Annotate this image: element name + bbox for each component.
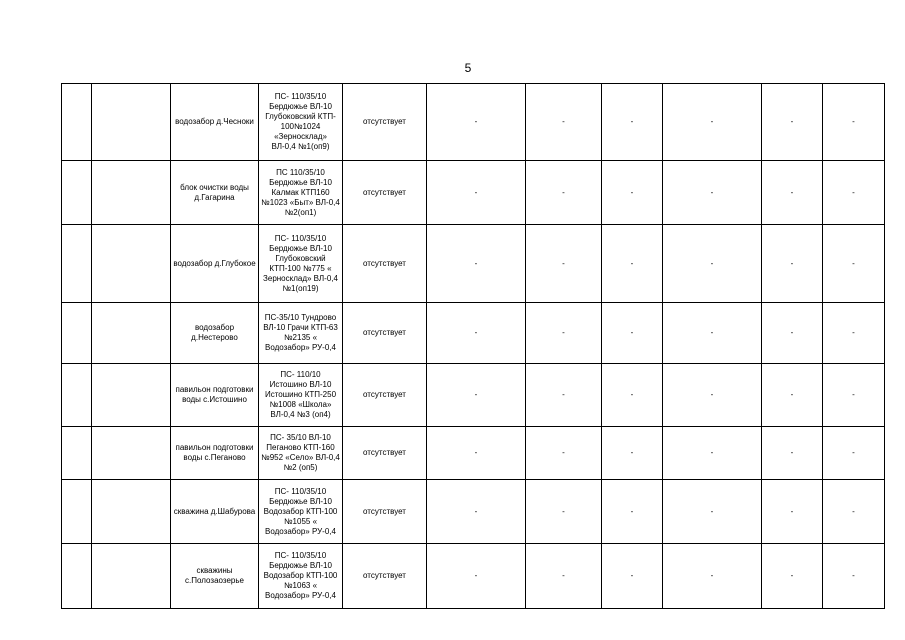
empty-value-cell: - (762, 427, 823, 480)
empty-value-cell: - (526, 427, 602, 480)
empty-value-cell: - (663, 303, 762, 364)
object-name-cell: павильон подготовки воды с.Истошино (171, 364, 259, 427)
empty-value-cell: - (427, 364, 526, 427)
empty-value-cell: - (602, 480, 663, 544)
empty-value-cell: - (526, 161, 602, 225)
empty-value-cell: - (427, 225, 526, 303)
empty-value-cell: - (823, 225, 885, 303)
empty-value-cell: - (602, 225, 663, 303)
power-source-cell: ПС- 110/10 Истошино ВЛ-10 Истошино КТП-250 №1008 «Школа» ВЛ-0,4 №3 (оп4) (259, 364, 343, 427)
row-group-cell (92, 303, 171, 364)
row-group-cell (92, 427, 171, 480)
table-row (62, 427, 885, 480)
row-index-cell (62, 544, 92, 609)
row-index-cell (62, 303, 92, 364)
empty-value-cell: - (602, 427, 663, 480)
empty-value-cell: - (526, 364, 602, 427)
empty-value-cell: - (427, 303, 526, 364)
object-name-cell: скважины с.Полозаозерье (171, 544, 259, 609)
row-group-cell (92, 480, 171, 544)
empty-value-cell: - (823, 364, 885, 427)
empty-value-cell: - (427, 544, 526, 609)
empty-value-cell: - (526, 480, 602, 544)
empty-value-cell: - (427, 427, 526, 480)
empty-value-cell: - (526, 303, 602, 364)
row-group-cell (92, 364, 171, 427)
object-name-cell: блок очистки воды д.Гагарина (171, 161, 259, 225)
empty-value-cell: - (762, 161, 823, 225)
empty-value-cell: - (823, 161, 885, 225)
row-group-cell (92, 225, 171, 303)
power-source-cell: ПС- 110/35/10 Бердюжье ВЛ-10 Водозабор КТП-100 №1063 « Водозабор» РУ-0,4 (259, 544, 343, 609)
empty-value-cell: - (526, 544, 602, 609)
status-cell: отсутствует (343, 427, 427, 480)
row-index-cell (62, 225, 92, 303)
power-supply-table (61, 83, 885, 609)
empty-value-cell: - (823, 427, 885, 480)
power-source-cell: ПС-35/10 Тундрово ВЛ-10 Грачи КТП-63 №2135 « Водозабор» РУ-0,4 (259, 303, 343, 364)
empty-value-cell: - (427, 161, 526, 225)
empty-value-cell: - (526, 225, 602, 303)
empty-value-cell: - (602, 303, 663, 364)
object-name-cell: скважина д.Шабурова (171, 480, 259, 544)
row-index-cell (62, 364, 92, 427)
page-number: 5 (464, 61, 472, 75)
row-group-cell (92, 161, 171, 225)
empty-value-cell: - (602, 544, 663, 609)
object-name-cell: павильон подготовки воды с.Пеганово (171, 427, 259, 480)
empty-value-cell: - (823, 84, 885, 161)
empty-value-cell: - (602, 161, 663, 225)
power-source-cell: ПС 110/35/10 Бердюжье ВЛ-10 Калмак КТП160 №1023 «Быт» ВЛ-0,4 №2(оп1) (259, 161, 343, 225)
empty-value-cell: - (823, 544, 885, 609)
row-index-cell (62, 84, 92, 161)
empty-value-cell: - (663, 480, 762, 544)
empty-value-cell: - (663, 161, 762, 225)
empty-value-cell: - (663, 225, 762, 303)
empty-value-cell: - (762, 84, 823, 161)
empty-value-cell: - (602, 84, 663, 161)
empty-value-cell: - (663, 84, 762, 161)
table-row (62, 364, 885, 427)
empty-value-cell: - (526, 84, 602, 161)
object-name-cell: водозабор д.Чесноки (171, 84, 259, 161)
empty-value-cell: - (762, 303, 823, 364)
empty-value-cell: - (427, 480, 526, 544)
empty-value-cell: - (663, 364, 762, 427)
table-row (62, 303, 885, 364)
row-group-cell (92, 544, 171, 609)
empty-value-cell: - (823, 303, 885, 364)
power-source-cell: ПС- 110/35/10 Бердюжье ВЛ-10 Глубоковский КТП- 100№1024 «Зерносклад» ВЛ-0,4 №1(оп9) (259, 84, 343, 161)
empty-value-cell: - (663, 427, 762, 480)
table-row (62, 161, 885, 225)
status-cell: отсутствует (343, 364, 427, 427)
object-name-cell: водозабор д.Нестерово (171, 303, 259, 364)
table-row (62, 225, 885, 303)
row-index-cell (62, 427, 92, 480)
empty-value-cell: - (602, 364, 663, 427)
object-name-cell: водозабор д.Глубокое (171, 225, 259, 303)
empty-value-cell: - (762, 225, 823, 303)
status-cell: отсутствует (343, 84, 427, 161)
empty-value-cell: - (427, 84, 526, 161)
status-cell: отсутствует (343, 544, 427, 609)
table-row (62, 480, 885, 544)
row-group-cell (92, 84, 171, 161)
table-row (62, 544, 885, 609)
empty-value-cell: - (762, 544, 823, 609)
empty-value-cell: - (762, 480, 823, 544)
table-row (62, 84, 885, 161)
row-index-cell (62, 480, 92, 544)
power-source-cell: ПС- 110/35/10 Бердюжье ВЛ-10 Водозабор КТП-100 №1055 « Водозабор» РУ-0,4 (259, 480, 343, 544)
status-cell: отсутствует (343, 303, 427, 364)
empty-value-cell: - (762, 364, 823, 427)
status-cell: отсутствует (343, 480, 427, 544)
status-cell: отсутствует (343, 161, 427, 225)
status-cell: отсутствует (343, 225, 427, 303)
empty-value-cell: - (663, 544, 762, 609)
power-source-cell: ПС- 35/10 ВЛ-10 Пеганово КТП-160 №952 «Село» ВЛ-0,4 №2 (оп5) (259, 427, 343, 480)
power-source-cell: ПС- 110/35/10 Бердюжье ВЛ-10 Глубоковский КТП-100 №775 « Зерносклад» ВЛ-0,4 №1(оп19) (259, 225, 343, 303)
row-index-cell (62, 161, 92, 225)
empty-value-cell: - (823, 480, 885, 544)
